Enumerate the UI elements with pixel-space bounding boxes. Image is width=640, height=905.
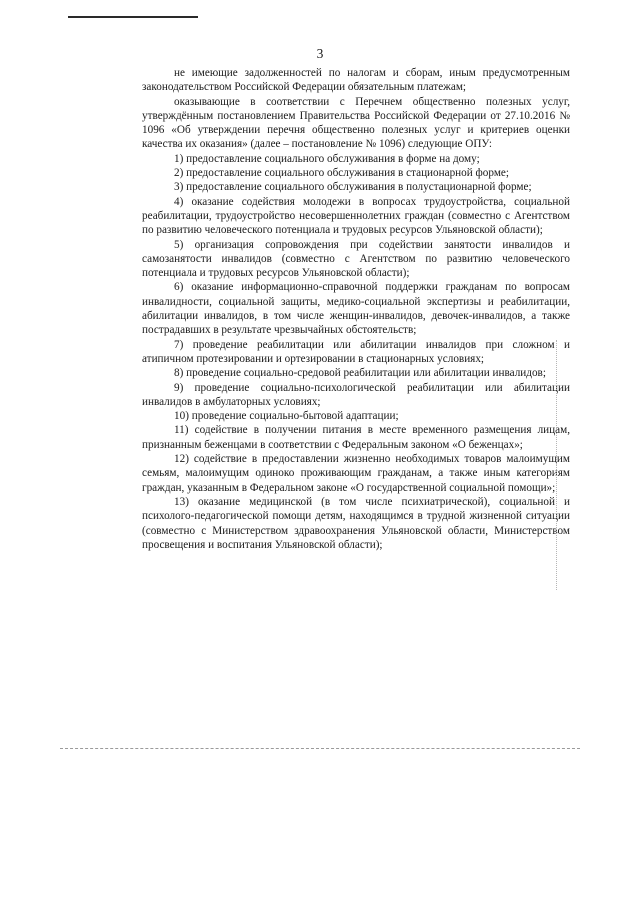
list-item-7: 7) проведение реабилитации или абилитации инвалидов при сложном и атипичном протезировании и ортезировании в стационарных условиях; <box>142 338 570 365</box>
paragraph-opu-intro: оказывающие в соответствии с Перечнем общественно полезных услуг, утверждённым постановлением Правительства Российской Федерации от 27.10.2016 № 1096 «Об утверждении перечня общественно полезных услуг и критериев оценки качества их оказания» (далее – постановление № 1096) следующие ОПУ: <box>142 95 570 151</box>
list-item-3: 3) предоставление социального обслуживания в полустационарной форме; <box>174 181 532 194</box>
list-item-13: 13) оказание медицинской (в том числе психиатрической), социальной и психолого-педагогической помощи детям, находящимся в трудной жизненной ситуации (совместно с Министерством здравоохранения Ульяновской области, Министерством просвещения и воспитания Ульяновской области); <box>142 495 570 551</box>
document-body <box>142 66 570 552</box>
list-item-4: 4) оказание содействия молодежи в вопросах трудоустройства, социальной реабилитации, трудоустройство несовершеннолетних граждан (совместно с Агентством по развитию человеческого потенциала и трудовых ресурсов Ульяновской области); <box>142 195 570 237</box>
list-item-12: 12) содействие в предоставлении жизненно необходимых товаров малоимущим семьям, малоимущим одиноко проживающим гражданам, а также иным категориям граждан, указанным в Федеральном законе «О государственной социальной помощи»; <box>142 453 570 494</box>
scan-artifact-bottom-line <box>60 748 580 749</box>
list-item-10: 10) проведение социально-бытовой адаптации; <box>174 410 399 423</box>
list-item-9: 9) проведение социально-психологической реабилитации или абилитации инвалидов в амбулаторных условиях; <box>142 381 570 408</box>
list-item-8: 8) проведение социально-средовой реабилитации или абилитации инвалидов; <box>174 367 546 380</box>
paragraph-tax-debts: не имеющие задолженностей по налогам и сборам, иным предусмотренным законодательством Российской Федерации обязательным платежам; <box>142 67 570 94</box>
scan-artifact-top-line <box>68 16 198 18</box>
list-item-5: 5) организация сопровождения при содействии занятости инвалидов и самозанятости инвалидов (совместно с Агентством по развитию человеческого потенциала и трудовых ресурсов Ульяновской области); <box>142 238 570 280</box>
page-number: 3 <box>316 46 324 61</box>
list-item-2: 2) предоставление социального обслуживания в стационарной форме; <box>174 167 509 180</box>
list-item-1: 1) предоставление социального обслуживания в форме на дому; <box>174 152 480 165</box>
list-item-11: 11) содействие в получении питания в месте временного размещения лицам, признанным беженцами в соответствии с Федеральным законом «О беженцах»; <box>142 424 570 451</box>
list-item-6: 6) оказание информационно-справочной поддержки гражданам по вопросам инвалидности, социальной защиты, медико-социальной экспертизы и реабилитации, абилитации инвалидов, в том числе женщин-инвалидов, девочек-инвалидов, а также пострадавших в результате чрезвычайных обстоятельств; <box>142 281 570 337</box>
scan-artifact-fold-line <box>556 340 557 590</box>
